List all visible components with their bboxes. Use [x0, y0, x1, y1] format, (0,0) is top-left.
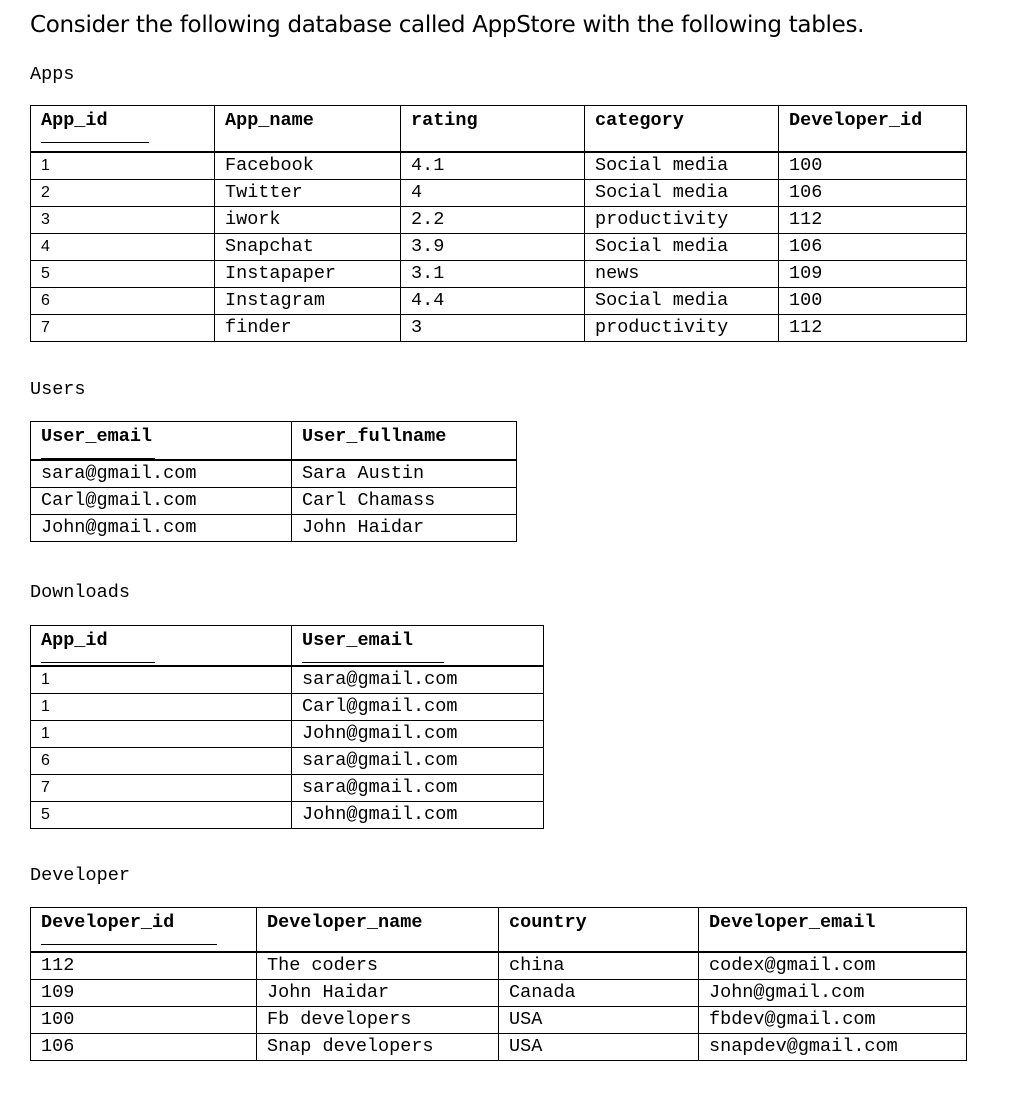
- table-cell: Facebook: [215, 152, 401, 180]
- page-title: Consider the following database called AppStore with the following tables.: [30, 12, 865, 38]
- table-row: [31, 693, 544, 720]
- table-cell: finder: [215, 314, 401, 341]
- table-row: [31, 488, 517, 515]
- table-cell: productivity: [585, 206, 779, 233]
- table-cell: Social media: [585, 287, 779, 314]
- developer-table-label: Developer: [30, 865, 130, 886]
- table-row: [31, 774, 544, 801]
- column-header: Developer_email: [699, 908, 967, 952]
- table-row: [31, 260, 967, 287]
- table-row: [31, 1006, 967, 1033]
- table-row: [31, 515, 517, 542]
- table-cell: snapdev@gmail.com: [699, 1033, 967, 1060]
- table-cell: USA: [499, 1033, 699, 1060]
- table-cell: Carl@gmail.com: [31, 488, 292, 515]
- users-table-label: Users: [30, 379, 86, 400]
- table-row: [31, 979, 967, 1006]
- table-cell: Carl Chamass: [292, 488, 517, 515]
- table-row: [31, 287, 967, 314]
- table-cell: 100: [31, 1006, 257, 1033]
- table-cell: 106: [779, 233, 967, 260]
- table-cell: 2: [31, 179, 215, 206]
- table-cell: Social media: [585, 152, 779, 180]
- table-cell: 112: [779, 206, 967, 233]
- table-cell: 112: [779, 314, 967, 341]
- table-row: [31, 747, 544, 774]
- table-row: [31, 952, 967, 980]
- table-cell: 7: [31, 774, 292, 801]
- table-cell: fbdev@gmail.com: [699, 1006, 967, 1033]
- table-cell: Fb developers: [257, 1006, 499, 1033]
- table-cell: John@gmail.com: [292, 801, 544, 828]
- table-cell: Social media: [585, 233, 779, 260]
- table-cell: 100: [779, 287, 967, 314]
- column-header: User_fullname: [292, 422, 517, 461]
- table-cell: 5: [31, 260, 215, 287]
- table-row: [31, 720, 544, 747]
- table-cell: iwork: [215, 206, 401, 233]
- downloads-table-label: Downloads: [30, 582, 130, 603]
- table-cell: 3.9: [401, 233, 585, 260]
- table-cell: The coders: [257, 952, 499, 980]
- table-cell: 6: [31, 747, 292, 774]
- table-cell: 4.4: [401, 287, 585, 314]
- table-cell: Sara Austin: [292, 460, 517, 488]
- column-header: App_id: [31, 106, 215, 152]
- column-header: Developer_id: [779, 106, 967, 152]
- table-cell: Social media: [585, 179, 779, 206]
- table-cell: 4: [31, 233, 215, 260]
- table-cell: 4: [401, 179, 585, 206]
- table-cell: Canada: [499, 979, 699, 1006]
- column-header: User_email: [31, 422, 292, 461]
- table-cell: Carl@gmail.com: [292, 693, 544, 720]
- table-row: [31, 179, 967, 206]
- table-cell: 1: [31, 720, 292, 747]
- table-cell: productivity: [585, 314, 779, 341]
- column-header: category: [585, 106, 779, 152]
- table-cell: 3.1: [401, 260, 585, 287]
- table-cell: sara@gmail.com: [292, 747, 544, 774]
- table-cell: 2.2: [401, 206, 585, 233]
- table-cell: Instagram: [215, 287, 401, 314]
- table-row: [31, 801, 544, 828]
- table-cell: 1: [31, 693, 292, 720]
- column-header: User_email: [292, 626, 544, 666]
- table-row: [31, 206, 967, 233]
- apps-table-label: Apps: [30, 64, 75, 85]
- table-cell: 5: [31, 801, 292, 828]
- users-table: [30, 421, 517, 542]
- table-cell: John@gmail.com: [31, 515, 292, 542]
- table-cell: 4.1: [401, 152, 585, 180]
- table-cell: sara@gmail.com: [292, 774, 544, 801]
- table-cell: 1: [31, 666, 292, 694]
- table-cell: John@gmail.com: [292, 720, 544, 747]
- column-header: App_name: [215, 106, 401, 152]
- table-cell: 1: [31, 152, 215, 180]
- column-header: Developer_id: [31, 908, 257, 952]
- table-cell: 3: [401, 314, 585, 341]
- column-header: country: [499, 908, 699, 952]
- table-cell: Snapchat: [215, 233, 401, 260]
- table-cell: 106: [31, 1033, 257, 1060]
- column-header: Developer_name: [257, 908, 499, 952]
- table-cell: sara@gmail.com: [31, 460, 292, 488]
- table-row: [31, 233, 967, 260]
- table-cell: news: [585, 260, 779, 287]
- table-row: [31, 460, 517, 488]
- table-cell: Twitter: [215, 179, 401, 206]
- table-cell: 7: [31, 314, 215, 341]
- table-cell: John Haidar: [292, 515, 517, 542]
- table-row: [31, 152, 967, 180]
- table-cell: USA: [499, 1006, 699, 1033]
- table-row: [31, 666, 544, 694]
- table-cell: 109: [31, 979, 257, 1006]
- table-row: [31, 1033, 967, 1060]
- table-cell: Snap developers: [257, 1033, 499, 1060]
- table-cell: 3: [31, 206, 215, 233]
- table-cell: 112: [31, 952, 257, 980]
- developer-table: [30, 907, 967, 1061]
- apps-table: [30, 105, 967, 342]
- table-cell: John Haidar: [257, 979, 499, 1006]
- table-row: [31, 314, 967, 341]
- table-cell: Instapaper: [215, 260, 401, 287]
- table-cell: John@gmail.com: [699, 979, 967, 1006]
- table-cell: china: [499, 952, 699, 980]
- column-header: App_id: [31, 626, 292, 666]
- table-cell: 109: [779, 260, 967, 287]
- downloads-table: [30, 625, 544, 829]
- table-cell: sara@gmail.com: [292, 666, 544, 694]
- table-cell: 100: [779, 152, 967, 180]
- column-header: rating: [401, 106, 585, 152]
- table-cell: 106: [779, 179, 967, 206]
- table-cell: codex@gmail.com: [699, 952, 967, 980]
- table-cell: 6: [31, 287, 215, 314]
